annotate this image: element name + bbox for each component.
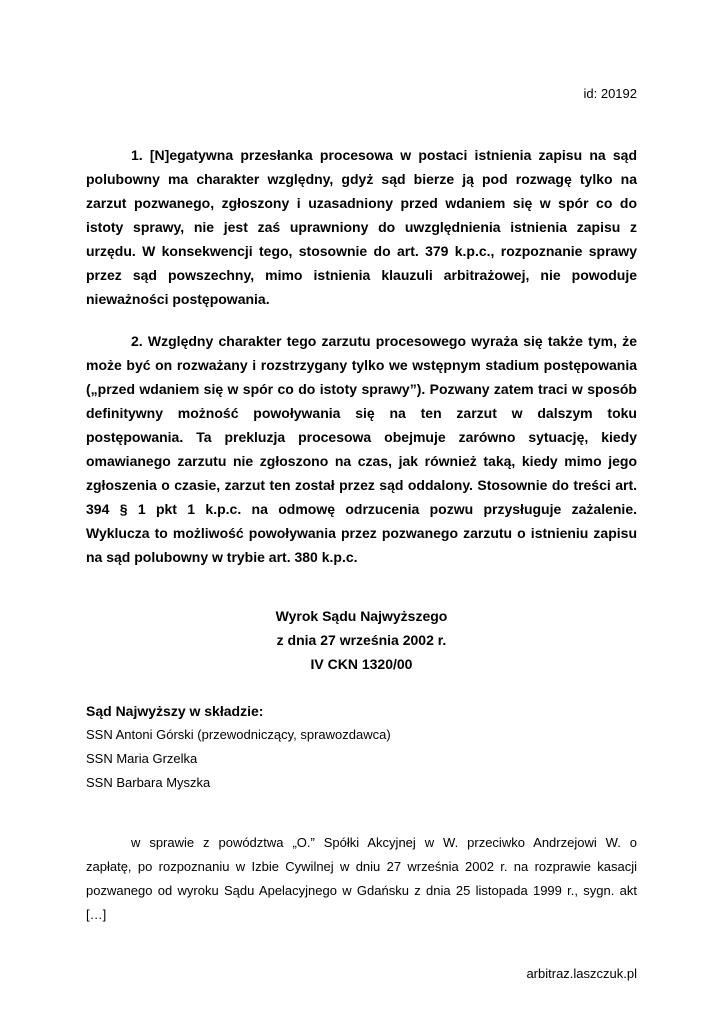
judgment-date: z dnia 27 września 2002 r.: [276, 632, 447, 648]
body-line: w sprawie z powództwa „O.” Spółki Akcyjnej w W. przeciwko Andrzejowi W. o: [131, 835, 637, 850]
thesis-2-line: postępowania. Ta prekluzja procesowa obejmuje zarówno sytuację, kiedy: [86, 429, 637, 445]
body-line: pozwanego od wyroku Sądu Apelacyjnego w Gdańsku z dnia 25 listopada 1999 r., sygn. akt: [86, 883, 637, 898]
thesis-2-line: Wyklucza to możliwość powoływania przez pozwanego zarzutu o istnieniu zapisu: [86, 525, 637, 541]
thesis-1-line: polubowny ma charakter względny, gdyż sąd bierze ją pod rozwagę tylko na: [86, 171, 637, 187]
thesis-1-line: istoty sprawy, nie jest zaś uprawniony do uwzględnienia istnienia zapisu z: [86, 219, 637, 235]
panel-member: SSN Barbara Myszka: [86, 775, 211, 790]
judgment-body: [86, 831, 637, 927]
body-line: zapłatę, po rozpoznaniu w Izbie Cywilnej w dniu 27 września 2002 r. na rozprawie kasacji: [86, 859, 637, 874]
body-line: […]: [86, 907, 107, 922]
thesis-1-line: 1. [N]egatywna przesłanka procesowa w postaci istnienia zapisu na sąd: [131, 147, 637, 163]
thesis-2: [86, 329, 637, 569]
judgment-header: [86, 604, 637, 676]
thesis-1: [86, 143, 637, 311]
document-id: id: 20192: [583, 86, 637, 101]
panel-member: SSN Antoni Górski (przewodniczący, sprawozdawca): [86, 727, 391, 742]
thesis-1-line: nieważności postępowania.: [86, 291, 270, 307]
court-panel: [86, 699, 637, 795]
case-number: IV CKN 1320/00: [310, 656, 413, 672]
thesis-2-line: omawianego zarzutu nie zgłoszono na czas, jak również taką, kiedy mimo jego: [86, 453, 637, 469]
thesis-2-line: 394 § 1 pkt 1 k.p.c. na odmowę odrzucenia pozwu przysługuje zażalenie.: [86, 501, 637, 517]
thesis-2-line: może być on rozważany i rozstrzygany tylko we wstępnym stadium postępowania: [86, 357, 637, 373]
panel-member: SSN Maria Grzelka: [86, 751, 198, 766]
thesis-1-line: zarzut pozwanego, zgłoszony i uzasadniony przed wdaniem się w spór co do: [86, 195, 637, 211]
thesis-2-line: 2. Względny charakter tego zarzutu procesowego wyraża się także tym, że: [131, 333, 637, 349]
footer-source: arbitraz.laszczuk.pl: [526, 966, 637, 981]
judgment-title: Wyrok Sądu Najwyższego: [275, 608, 448, 624]
thesis-2-line: definitywny możność powoływania się na ten zarzut w dalszym toku: [86, 405, 637, 421]
thesis-2-line: na sąd polubowny w trybie art. 380 k.p.c.: [86, 549, 358, 565]
panel-heading: Sąd Najwyższy w składzie:: [86, 703, 264, 719]
thesis-1-line: urzędu. W konsekwencji tego, stosownie do art. 379 k.p.c., rozpoznanie sprawy: [86, 243, 637, 259]
thesis-1-line: przez sąd powszechny, mimo istnienia klauzuli arbitrażowej, nie powoduje: [86, 267, 637, 283]
thesis-2-line: zgłoszenia o czasie, zarzut ten został przez sąd oddalony. Stosownie do treści art.: [86, 477, 637, 493]
thesis-2-line: („przed wdaniem się w spór co do istoty sprawy”). Pozwany zatem traci w sposób: [86, 381, 637, 397]
